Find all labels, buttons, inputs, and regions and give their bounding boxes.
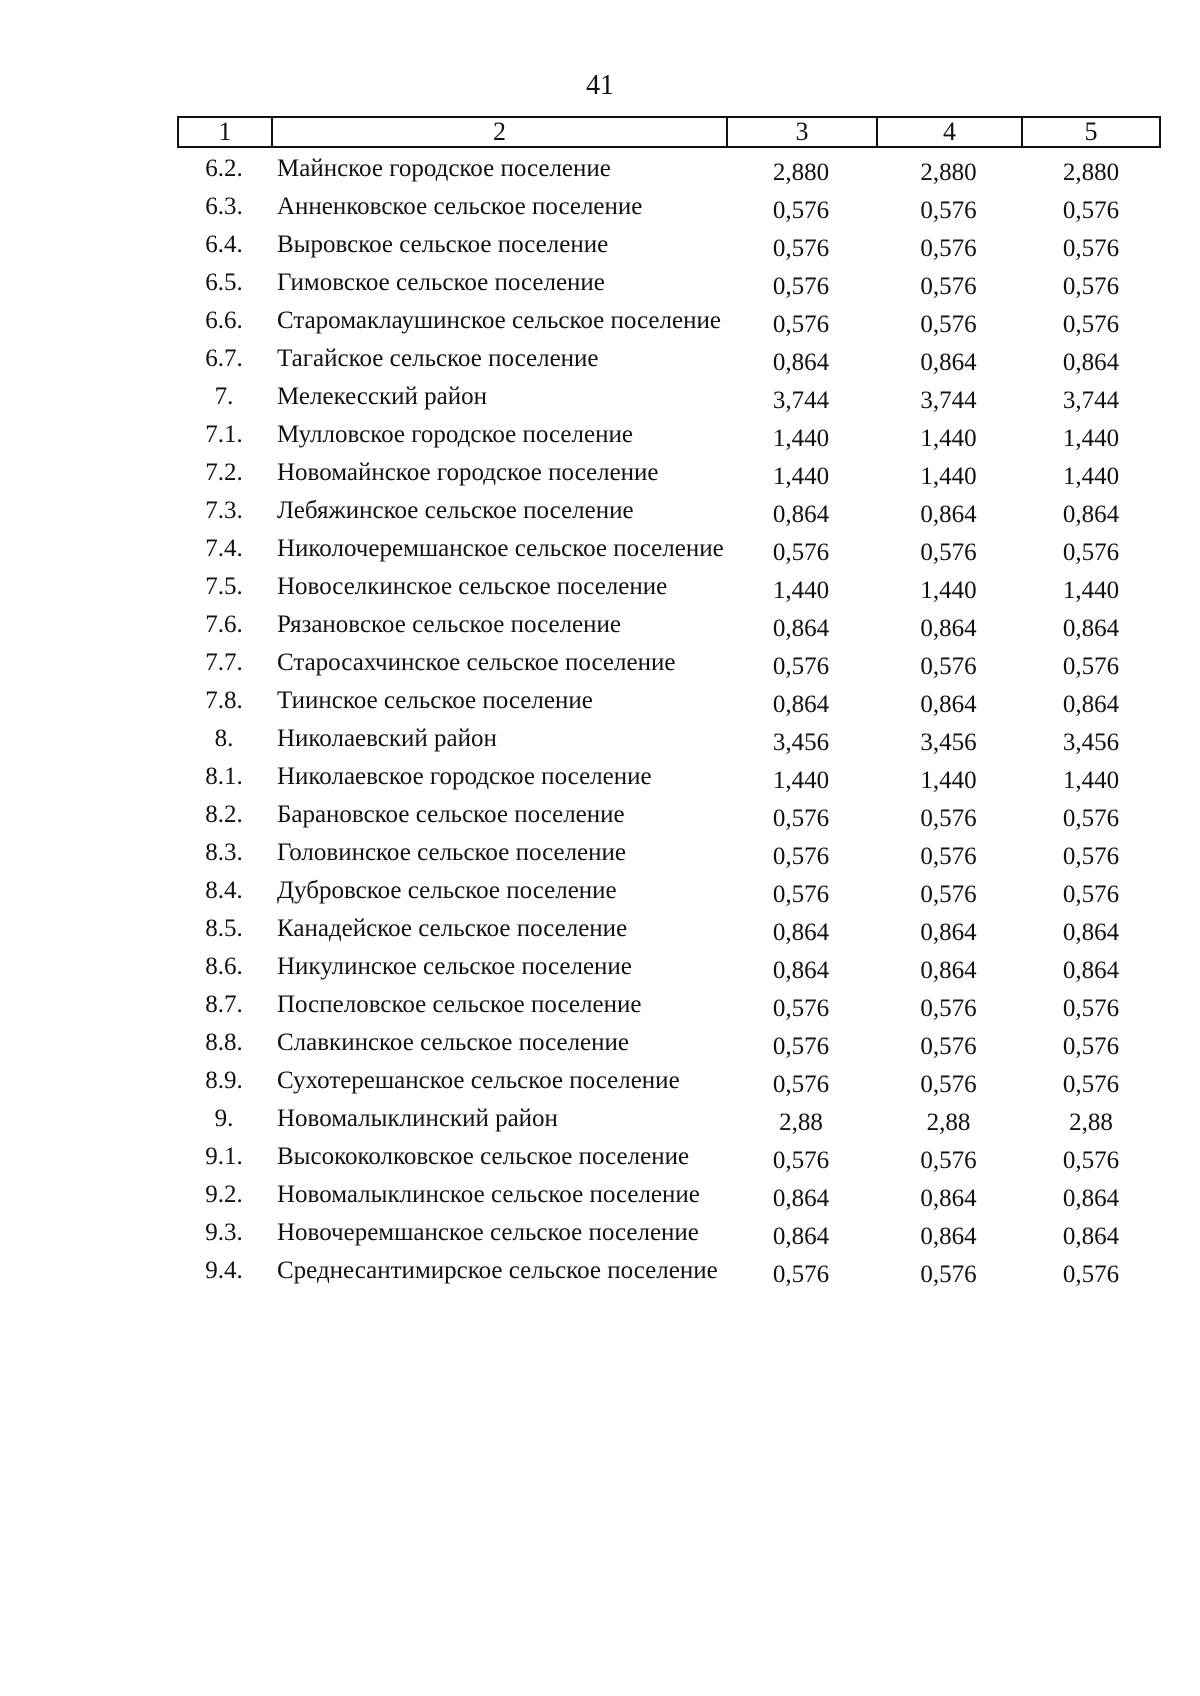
row-number: 7. xyxy=(214,383,234,410)
row-value-5 xyxy=(1021,646,1161,679)
row-number: 6.3. xyxy=(205,193,243,220)
column-header-1: 1 xyxy=(179,118,273,146)
value-text: 1,440 xyxy=(1062,577,1120,604)
value-text: 0,576 xyxy=(772,1147,830,1174)
value-text: 2,880 xyxy=(920,159,977,186)
value-text: 0,864 xyxy=(1062,919,1120,946)
row-value-4 xyxy=(876,1102,1021,1135)
row-number: 7.2. xyxy=(205,459,243,486)
row-value-4 xyxy=(876,380,1021,413)
row-value-3 xyxy=(726,836,876,869)
table-row xyxy=(177,684,1161,722)
table-row xyxy=(177,1064,1161,1102)
row-value-4 xyxy=(876,646,1021,679)
row-value-3 xyxy=(726,1254,876,1287)
row-value-3 xyxy=(726,760,876,793)
value-text: 0,576 xyxy=(1062,235,1120,262)
row-value-3 xyxy=(726,304,876,337)
value-text: 1,440 xyxy=(920,577,977,604)
row-name: Майнское городское поселение xyxy=(277,155,611,182)
row-value-3 xyxy=(726,1102,876,1135)
row-number: 7.1. xyxy=(205,421,243,448)
table-row xyxy=(177,608,1161,646)
value-text: 0,576 xyxy=(1062,881,1120,908)
value-text: 0,864 xyxy=(772,957,830,984)
value-text: 0,864 xyxy=(920,1223,977,1250)
page-number: 41 xyxy=(586,70,614,101)
row-name: Тагайское сельское поселение xyxy=(277,345,599,372)
row-value-5 xyxy=(1021,304,1161,337)
value-text: 0,576 xyxy=(772,653,830,680)
row-value-5 xyxy=(1021,1102,1161,1135)
row-number: 7.3. xyxy=(205,497,243,524)
value-text: 0,576 xyxy=(772,273,830,300)
value-text: 0,576 xyxy=(920,881,977,908)
row-value-4 xyxy=(876,1064,1021,1097)
table-row xyxy=(177,494,1161,532)
row-value-3 xyxy=(726,532,876,565)
row-value-4 xyxy=(876,342,1021,375)
row-value-3 xyxy=(726,1026,876,1059)
row-value-5 xyxy=(1021,798,1161,831)
value-text: 0,864 xyxy=(1062,615,1120,642)
column-header-3: 3 xyxy=(728,118,878,146)
value-text: 0,576 xyxy=(1062,1147,1120,1174)
row-name: Канадейское сельское поселение xyxy=(277,915,628,942)
value-text: 0,576 xyxy=(920,805,977,832)
row-value-3 xyxy=(726,456,876,489)
row-value-4 xyxy=(876,418,1021,451)
row-name: Тиинское сельское поселение xyxy=(277,687,593,714)
row-value-5 xyxy=(1021,836,1161,869)
row-value-3 xyxy=(726,646,876,679)
row-name: Славкинское сельское поселение xyxy=(277,1029,630,1056)
row-name: Старосахчинское сельское поселение xyxy=(277,649,676,676)
row-name: Старомаклаушинское сельское поселение xyxy=(277,307,721,334)
row-value-4 xyxy=(876,836,1021,869)
value-text: 0,576 xyxy=(1062,995,1120,1022)
row-number: 6.6. xyxy=(205,307,243,334)
row-value-3 xyxy=(726,342,876,375)
row-value-4 xyxy=(876,722,1021,755)
row-name: Сухотерешанское сельское поселение xyxy=(277,1067,680,1094)
row-value-3 xyxy=(726,1216,876,1249)
value-text: 0,576 xyxy=(772,1261,830,1288)
value-text: 0,576 xyxy=(1062,273,1120,300)
value-text: 0,864 xyxy=(772,691,830,718)
value-text: 0,576 xyxy=(1062,1261,1120,1288)
row-value-4 xyxy=(876,684,1021,717)
value-text: 0,576 xyxy=(772,1033,830,1060)
table-row xyxy=(177,456,1161,494)
row-value-3 xyxy=(726,152,876,185)
value-text: 1,440 xyxy=(920,425,977,452)
row-value-3 xyxy=(726,722,876,755)
row-name: Гимовское сельское поселение xyxy=(277,269,605,296)
row-value-5 xyxy=(1021,494,1161,527)
row-value-5 xyxy=(1021,228,1161,261)
row-value-4 xyxy=(876,570,1021,603)
value-text: 0,576 xyxy=(1062,1071,1120,1098)
row-number: 6.2. xyxy=(205,155,243,182)
row-value-5 xyxy=(1021,1140,1161,1173)
row-value-5 xyxy=(1021,950,1161,983)
value-text: 1,440 xyxy=(1062,463,1120,490)
value-text: 0,864 xyxy=(772,1223,830,1250)
row-name: Анненковское сельское поселение xyxy=(277,193,643,220)
value-text: 0,576 xyxy=(920,539,977,566)
value-text: 3,456 xyxy=(1062,729,1120,756)
value-text: 2,88 xyxy=(779,1109,823,1136)
row-value-5 xyxy=(1021,190,1161,223)
value-text: 1,440 xyxy=(1062,767,1120,794)
row-value-3 xyxy=(726,190,876,223)
table-row xyxy=(177,570,1161,608)
value-text: 0,576 xyxy=(920,653,977,680)
row-name: Николаевское городское поселение xyxy=(277,763,652,790)
value-text: 2,88 xyxy=(1069,1109,1113,1136)
value-text: 0,576 xyxy=(1062,311,1120,338)
row-name: Среднесантимирское сельское поселение xyxy=(277,1257,718,1284)
column-header-5: 5 xyxy=(1084,117,1098,146)
row-number: 6.4. xyxy=(205,231,243,258)
row-value-3 xyxy=(726,1178,876,1211)
column-header-2: 2 xyxy=(273,118,728,146)
row-number: 7.4. xyxy=(205,535,243,562)
table-row xyxy=(177,1254,1161,1292)
value-text: 0,576 xyxy=(772,235,830,262)
value-text: 0,576 xyxy=(920,1147,977,1174)
row-number: 8.9. xyxy=(205,1067,243,1094)
row-value-3 xyxy=(726,380,876,413)
value-text: 0,864 xyxy=(920,1185,977,1212)
value-text: 2,88 xyxy=(926,1109,971,1136)
row-name: Головинское сельское поселение xyxy=(277,839,627,866)
value-text: 0,576 xyxy=(772,311,830,338)
row-number: 7.8. xyxy=(205,687,243,714)
row-number: 9. xyxy=(214,1105,234,1132)
row-number: 8.7. xyxy=(205,991,243,1018)
row-name: Новомайнское городское поселение xyxy=(277,459,659,486)
row-number: 7.5. xyxy=(205,573,243,600)
table-row xyxy=(177,760,1161,798)
row-value-5 xyxy=(1021,874,1161,907)
value-text: 0,864 xyxy=(772,1185,830,1212)
row-value-4 xyxy=(876,1216,1021,1249)
row-value-3 xyxy=(726,988,876,1021)
row-value-4 xyxy=(876,950,1021,983)
row-value-4 xyxy=(876,1254,1021,1287)
row-value-4 xyxy=(876,608,1021,641)
table-row xyxy=(177,1178,1161,1216)
table-row xyxy=(177,836,1161,874)
row-name: Николаевский район xyxy=(277,725,497,752)
column-header-4: 4 xyxy=(878,118,1023,146)
row-value-3 xyxy=(726,570,876,603)
row-value-4 xyxy=(876,266,1021,299)
row-value-5 xyxy=(1021,418,1161,451)
row-number: 9.4. xyxy=(205,1257,243,1284)
value-text: 0,576 xyxy=(772,539,830,566)
row-value-3 xyxy=(726,494,876,527)
table-row xyxy=(177,190,1161,228)
table-row xyxy=(177,988,1161,1026)
row-number: 8.2. xyxy=(205,801,243,828)
row-value-5 xyxy=(1021,760,1161,793)
value-text: 0,576 xyxy=(1062,197,1120,224)
value-text: 0,576 xyxy=(920,1261,977,1288)
row-name: Никулинское сельское поселение xyxy=(277,953,632,980)
table-row xyxy=(177,304,1161,342)
row-name: Рязановское сельское поселение xyxy=(277,611,622,638)
value-text: 0,576 xyxy=(920,235,977,262)
table-row xyxy=(177,152,1161,190)
row-name: Новомалыклинское сельское поселение xyxy=(277,1181,700,1208)
value-text: 0,576 xyxy=(1062,805,1120,832)
row-number: 6.7. xyxy=(205,345,243,372)
row-value-3 xyxy=(726,266,876,299)
value-text: 1,440 xyxy=(772,767,830,794)
value-text: 0,864 xyxy=(1062,349,1120,376)
table-row xyxy=(177,1026,1161,1064)
row-number: 7.7. xyxy=(205,649,243,676)
value-text: 0,576 xyxy=(920,843,977,870)
row-number: 6.5. xyxy=(205,269,243,296)
value-text: 0,576 xyxy=(1062,653,1120,680)
value-text: 0,576 xyxy=(772,995,830,1022)
row-value-4 xyxy=(876,228,1021,261)
row-number: 8.6. xyxy=(205,953,243,980)
row-number: 8.5. xyxy=(205,915,243,942)
row-value-5 xyxy=(1021,912,1161,945)
row-value-5 xyxy=(1021,1216,1161,1249)
value-text: 0,576 xyxy=(920,311,977,338)
value-text: 0,864 xyxy=(772,349,830,376)
row-value-5 xyxy=(1021,684,1161,717)
value-text: 0,576 xyxy=(772,197,830,224)
row-value-4 xyxy=(876,304,1021,337)
row-name: Новочеремшанское сельское поселение xyxy=(277,1219,699,1246)
value-text: 1,440 xyxy=(772,577,830,604)
value-text: 1,440 xyxy=(920,463,977,490)
row-value-5 xyxy=(1021,608,1161,641)
row-value-4 xyxy=(876,1026,1021,1059)
row-value-4 xyxy=(876,988,1021,1021)
row-value-4 xyxy=(876,190,1021,223)
row-value-4 xyxy=(876,760,1021,793)
value-text: 3,456 xyxy=(920,729,977,756)
row-value-4 xyxy=(876,912,1021,945)
row-name: Мелекесский район xyxy=(277,383,488,410)
row-name: Высококолковское сельское поселение xyxy=(277,1143,690,1170)
table-row xyxy=(177,798,1161,836)
value-text: 0,576 xyxy=(772,805,830,832)
table-row xyxy=(177,874,1161,912)
row-number: 8.8. xyxy=(205,1029,243,1056)
table-row xyxy=(177,532,1161,570)
row-value-5 xyxy=(1021,988,1161,1021)
row-value-5 xyxy=(1021,1178,1161,1211)
value-text: 3,744 xyxy=(772,387,830,414)
value-text: 0,576 xyxy=(772,1071,830,1098)
row-value-3 xyxy=(726,608,876,641)
value-text: 0,576 xyxy=(920,197,977,224)
value-text: 0,576 xyxy=(772,843,830,870)
row-value-5 xyxy=(1021,570,1161,603)
value-text: 0,576 xyxy=(1062,1033,1120,1060)
value-text: 0,864 xyxy=(1062,1223,1120,1250)
row-number: 9.2. xyxy=(205,1181,243,1208)
value-text: 0,576 xyxy=(1062,843,1120,870)
row-value-5 xyxy=(1021,722,1161,755)
value-text: 1,440 xyxy=(772,425,830,452)
value-text: 0,864 xyxy=(920,615,977,642)
table-row xyxy=(177,380,1161,418)
row-name: Новоселкинское сельское поселение xyxy=(277,573,668,600)
row-value-5 xyxy=(1021,342,1161,375)
value-text: 0,576 xyxy=(920,1071,977,1098)
value-text: 0,864 xyxy=(920,349,977,376)
row-value-3 xyxy=(726,1140,876,1173)
value-text: 3,744 xyxy=(1062,387,1120,414)
row-value-4 xyxy=(876,1140,1021,1173)
table-row xyxy=(177,722,1161,760)
row-value-3 xyxy=(726,874,876,907)
row-name: Выровское сельское поселение xyxy=(277,231,609,258)
value-text: 0,864 xyxy=(1062,1185,1120,1212)
row-value-5 xyxy=(1021,266,1161,299)
row-value-5 xyxy=(1021,380,1161,413)
row-value-4 xyxy=(876,532,1021,565)
row-value-3 xyxy=(726,418,876,451)
row-value-4 xyxy=(876,798,1021,831)
value-text: 0,576 xyxy=(1062,539,1120,566)
row-value-4 xyxy=(876,494,1021,527)
table-row xyxy=(177,1140,1161,1178)
value-text: 0,864 xyxy=(772,501,830,528)
row-value-5 xyxy=(1021,532,1161,565)
row-value-3 xyxy=(726,798,876,831)
value-text: 1,440 xyxy=(772,463,830,490)
table-row xyxy=(177,266,1161,304)
row-number: 8.4. xyxy=(205,877,243,904)
value-text: 0,864 xyxy=(920,691,977,718)
row-number: 8.3. xyxy=(205,839,243,866)
row-number: 8. xyxy=(214,725,234,752)
value-text: 0,864 xyxy=(1062,957,1120,984)
table-header xyxy=(177,116,1161,148)
row-value-5 xyxy=(1021,1026,1161,1059)
row-value-4 xyxy=(876,874,1021,907)
row-number: 8.1. xyxy=(205,763,243,790)
value-text: 0,576 xyxy=(920,995,977,1022)
row-value-5 xyxy=(1021,152,1161,185)
table-body xyxy=(177,152,1161,1292)
row-name: Мулловское городское поселение xyxy=(277,421,633,448)
value-text: 1,440 xyxy=(1062,425,1120,452)
value-text: 2,880 xyxy=(772,159,830,186)
row-name: Барановское сельское поселение xyxy=(277,801,625,828)
row-name: Лебяжинское сельское поселение xyxy=(277,497,634,524)
value-text: 1,440 xyxy=(920,767,977,794)
value-text: 0,864 xyxy=(772,615,830,642)
table-row xyxy=(177,1102,1161,1140)
table-row xyxy=(177,950,1161,988)
value-text: 0,576 xyxy=(920,273,977,300)
value-text: 0,864 xyxy=(1062,501,1120,528)
value-text: 2,880 xyxy=(1062,159,1120,186)
row-value-5 xyxy=(1021,1064,1161,1097)
table-row xyxy=(177,228,1161,266)
row-number: 9.3. xyxy=(205,1219,243,1246)
row-value-4 xyxy=(876,152,1021,185)
row-name: Новомалыклинский район xyxy=(277,1105,558,1132)
row-value-4 xyxy=(876,456,1021,489)
table-row xyxy=(177,418,1161,456)
value-text: 0,864 xyxy=(920,501,977,528)
row-value-4 xyxy=(876,1178,1021,1211)
value-text: 3,456 xyxy=(772,729,830,756)
row-value-3 xyxy=(726,684,876,717)
row-value-3 xyxy=(726,912,876,945)
row-name: Поспеловское сельское поселение xyxy=(277,991,642,1018)
row-number: 7.6. xyxy=(205,611,243,638)
value-text: 0,576 xyxy=(920,1033,977,1060)
value-text: 0,864 xyxy=(920,919,977,946)
value-text: 0,576 xyxy=(772,881,830,908)
value-text: 0,864 xyxy=(1062,691,1120,718)
value-text: 0,864 xyxy=(920,957,977,984)
table-row xyxy=(177,646,1161,684)
row-value-3 xyxy=(726,950,876,983)
row-value-3 xyxy=(726,228,876,261)
table-row xyxy=(177,342,1161,380)
table-row xyxy=(177,912,1161,950)
row-name: Дубровское сельское поселение xyxy=(277,877,617,904)
row-value-5 xyxy=(1021,456,1161,489)
value-text: 3,744 xyxy=(920,387,977,414)
row-number: 9.1. xyxy=(205,1143,243,1170)
row-name: Николочеремшанское сельское поселение xyxy=(277,535,724,562)
row-value-3 xyxy=(726,1064,876,1097)
value-text: 0,864 xyxy=(772,919,830,946)
row-value-5 xyxy=(1021,1254,1161,1287)
table-row xyxy=(177,1216,1161,1254)
